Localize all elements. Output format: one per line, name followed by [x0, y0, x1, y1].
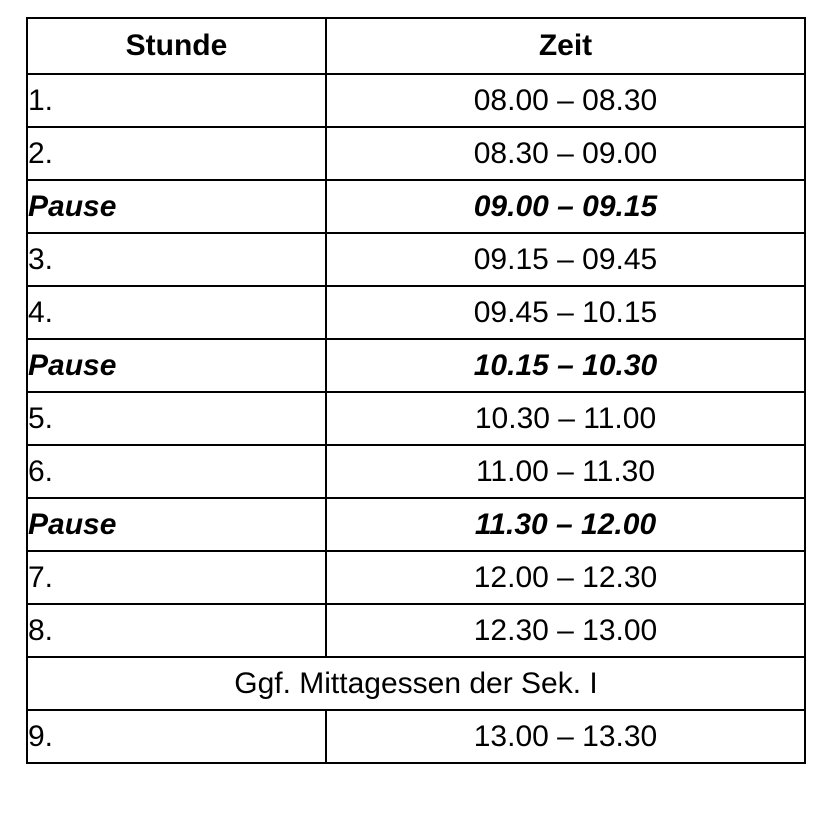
period-label: 9. — [27, 710, 326, 763]
period-label: 7. — [27, 551, 326, 604]
period-time: 12.00 – 12.30 — [326, 551, 805, 604]
pause-label: Pause — [27, 180, 326, 233]
table-row — [27, 286, 805, 339]
lunch-row — [27, 657, 805, 710]
lunch-note: Ggf. Mittagessen der Sek. I — [27, 657, 805, 710]
table-row — [27, 392, 805, 445]
period-label: 2. — [27, 127, 326, 180]
period-label: 8. — [27, 604, 326, 657]
period-time: 12.30 – 13.00 — [326, 604, 805, 657]
period-time: 08.30 – 09.00 — [326, 127, 805, 180]
table-row — [27, 604, 805, 657]
table-row — [27, 127, 805, 180]
header-zeit: Zeit — [326, 18, 805, 74]
table-row — [27, 74, 805, 127]
table-row — [27, 710, 805, 763]
period-time: 10.30 – 11.00 — [326, 392, 805, 445]
pause-time: 11.30 – 12.00 — [326, 498, 805, 551]
table-row — [27, 445, 805, 498]
period-time: 08.00 – 08.30 — [326, 74, 805, 127]
pause-row — [27, 498, 805, 551]
pause-row — [27, 339, 805, 392]
period-time: 13.00 – 13.30 — [326, 710, 805, 763]
period-time: 11.00 – 11.30 — [326, 445, 805, 498]
period-time: 09.15 – 09.45 — [326, 233, 805, 286]
pause-label: Pause — [27, 339, 326, 392]
period-label: 6. — [27, 445, 326, 498]
pause-label: Pause — [27, 498, 326, 551]
header-row — [27, 18, 805, 74]
period-label: 1. — [27, 74, 326, 127]
period-label: 5. — [27, 392, 326, 445]
period-label: 4. — [27, 286, 326, 339]
pause-time: 10.15 – 10.30 — [326, 339, 805, 392]
schedule-table — [26, 17, 806, 764]
table-row — [27, 233, 805, 286]
pause-time: 09.00 – 09.15 — [326, 180, 805, 233]
period-label: 3. — [27, 233, 326, 286]
header-stunde: Stunde — [27, 18, 326, 74]
pause-row — [27, 180, 805, 233]
table-row — [27, 551, 805, 604]
period-time: 09.45 – 10.15 — [326, 286, 805, 339]
